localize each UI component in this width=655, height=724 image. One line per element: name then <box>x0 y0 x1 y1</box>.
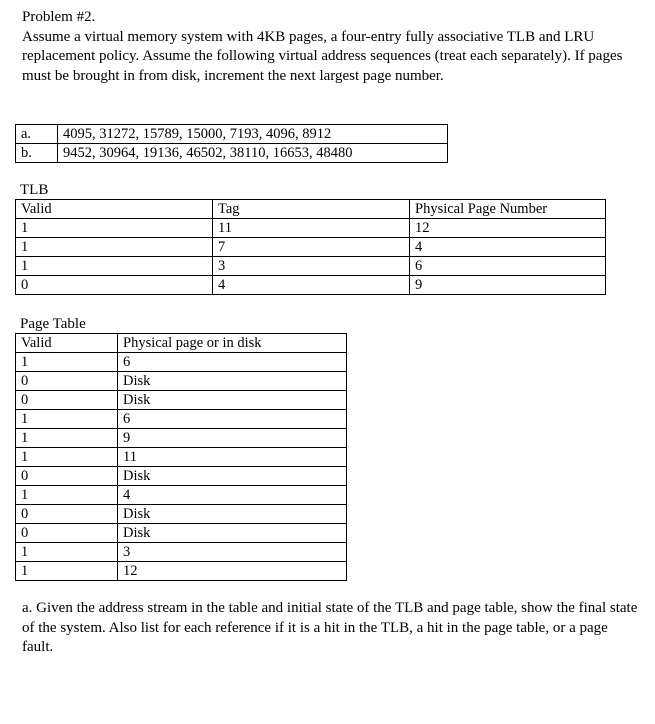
tag-cell: 7 <box>213 238 410 257</box>
page-cell: 9 <box>118 429 347 448</box>
table-row <box>16 238 606 257</box>
page-cell: Disk <box>118 391 347 410</box>
valid-cell: 1 <box>16 486 118 505</box>
page-cell: 6 <box>118 410 347 429</box>
valid-cell: 1 <box>16 562 118 581</box>
tlb-title: TLB <box>20 182 49 198</box>
table-row <box>16 125 448 144</box>
valid-cell: 1 <box>16 219 213 238</box>
sequence-values: 9452, 30964, 19136, 46502, 38110, 16653, 48480 <box>58 144 448 163</box>
valid-cell: 0 <box>16 467 118 486</box>
tag-cell: 11 <box>213 219 410 238</box>
valid-cell: 1 <box>16 410 118 429</box>
valid-cell: 0 <box>16 276 213 295</box>
table-row <box>16 467 347 486</box>
valid-cell: 1 <box>16 448 118 467</box>
problem-statement <box>22 8 642 86</box>
page-cell: Disk <box>118 524 347 543</box>
sequence-label: b. <box>16 144 58 163</box>
table-row <box>16 410 347 429</box>
table-row <box>16 391 347 410</box>
table-row <box>16 353 347 372</box>
valid-cell: 0 <box>16 505 118 524</box>
valid-cell: 1 <box>16 257 213 276</box>
table-row <box>16 448 347 467</box>
valid-cell: 1 <box>16 429 118 448</box>
page-cell: Disk <box>118 372 347 391</box>
page-cell: 12 <box>118 562 347 581</box>
table-row <box>16 144 448 163</box>
valid-cell: 1 <box>16 238 213 257</box>
ppn-cell: 4 <box>410 238 606 257</box>
table-header-row <box>16 334 347 353</box>
table-row <box>16 486 347 505</box>
question-a: a. Given the address stream in the table and initial state of the TLB and page table, show the final state of the system. Also list for each reference if it is a hit in the TLB, a hit in the page table, or a page fault. <box>22 600 638 655</box>
sequence-label: a. <box>16 125 58 144</box>
header-physical-page-number: Physical Page Number <box>410 200 606 219</box>
tag-cell: 4 <box>213 276 410 295</box>
header-tag: Tag <box>213 200 410 219</box>
address-sequence-table <box>15 124 448 163</box>
valid-cell: 0 <box>16 524 118 543</box>
ppn-cell: 6 <box>410 257 606 276</box>
table-row <box>16 505 347 524</box>
problem-title: Problem #2. <box>22 9 96 25</box>
table-row <box>16 257 606 276</box>
table-row <box>16 524 347 543</box>
sequence-values: 4095, 31272, 15789, 15000, 7193, 4096, 8912 <box>58 125 448 144</box>
tag-cell: 3 <box>213 257 410 276</box>
header-valid: Valid <box>16 200 213 219</box>
tlb-table <box>15 199 606 295</box>
page-cell: Disk <box>118 505 347 524</box>
valid-cell: 0 <box>16 391 118 410</box>
page-cell: 4 <box>118 486 347 505</box>
table-row <box>16 276 606 295</box>
page-cell: Disk <box>118 467 347 486</box>
table-row <box>16 219 606 238</box>
header-physical-page: Physical page or in disk <box>118 334 347 353</box>
page-table-title: Page Table <box>20 316 86 332</box>
table-row <box>16 372 347 391</box>
valid-cell: 1 <box>16 353 118 372</box>
table-header-row <box>16 200 606 219</box>
ppn-cell: 9 <box>410 276 606 295</box>
page-cell: 11 <box>118 448 347 467</box>
page-table <box>15 333 347 581</box>
header-valid: Valid <box>16 334 118 353</box>
page-cell: 6 <box>118 353 347 372</box>
table-row <box>16 429 347 448</box>
valid-cell: 0 <box>16 372 118 391</box>
problem-intro: Assume a virtual memory system with 4KB pages, a four-entry fully associative TLB and LRU replacement policy. Assume the following virtual address sequences (treat each separately). If pages must be brought in from disk, increment the next largest page number. <box>22 28 623 84</box>
table-row <box>16 562 347 581</box>
valid-cell: 1 <box>16 543 118 562</box>
page-cell: 3 <box>118 543 347 562</box>
table-row <box>16 543 347 562</box>
ppn-cell: 12 <box>410 219 606 238</box>
